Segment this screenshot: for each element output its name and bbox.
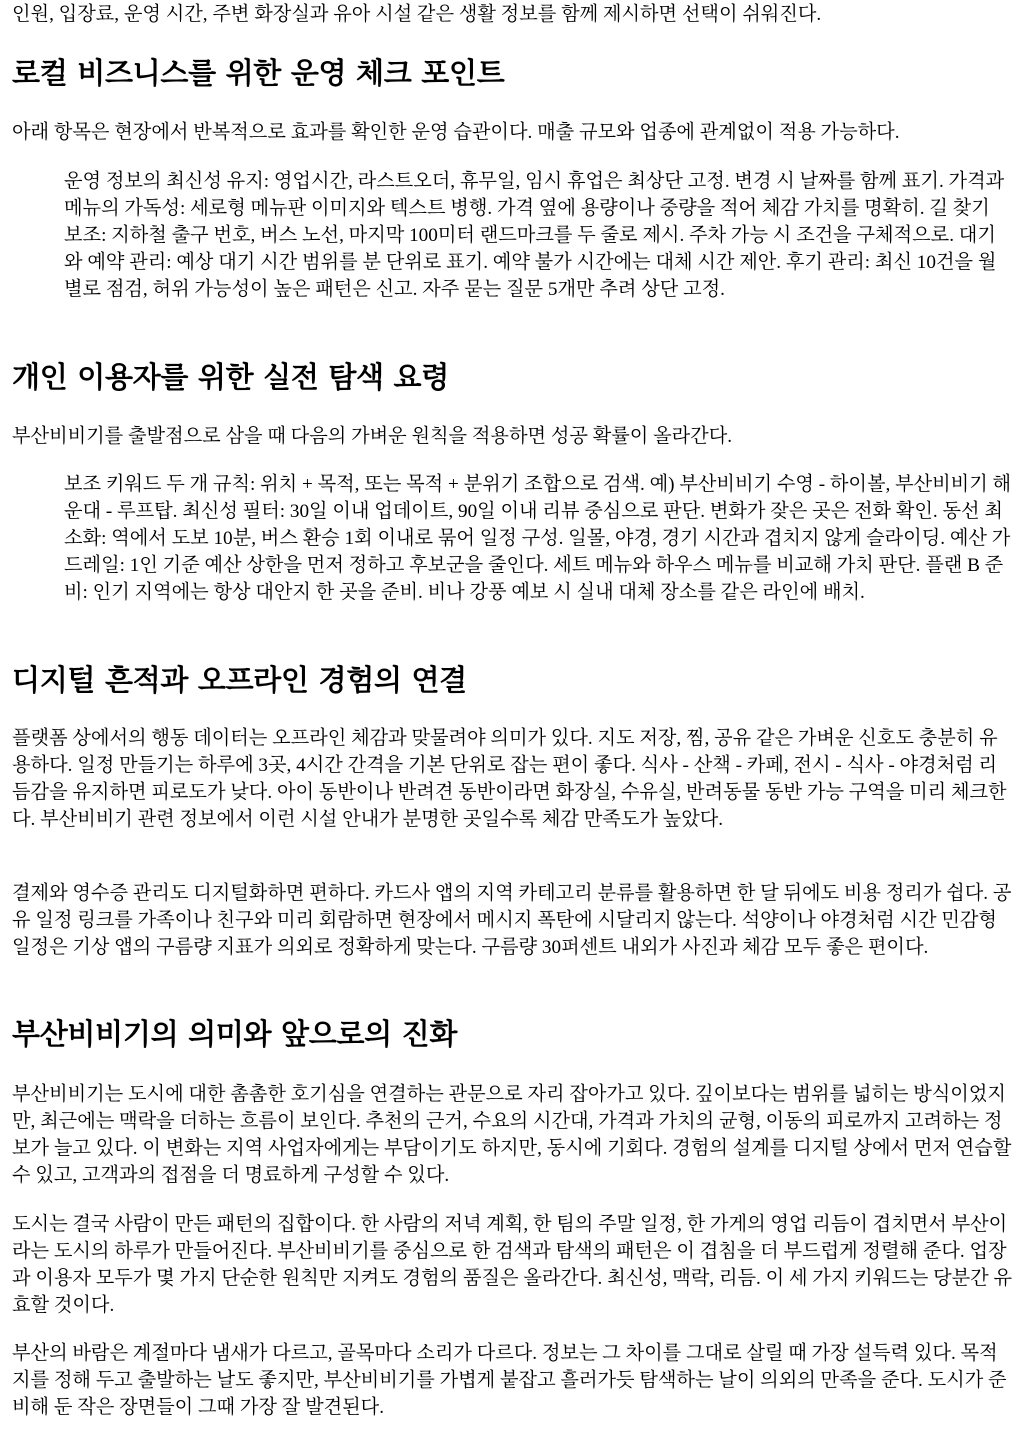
section-paragraph: 플랫폼 상에서의 행동 데이터는 오프라인 체감과 맞물려야 의미가 있다. 지도 저장, 찜, 공유 같은 가벼운 신호도 충분히 유용하다. 일정 만들기는 하루에 3곳, 4시간 간격을 기본 단위로 잡는 편이 좋다. 식사 - 산책 - 카페, 전시 - 식사 - 야경처럼 리듬감을 유지하면 피로도가 낮다. 아이 동반이나 반려견 동반이라면 화장실, 수유실, 반려동물 동반 가능 구역을 미리 체크한다. 부산비비기 관련 정보에서 이런 시설 안내가 분명한 곳일수록 체감 만족도가 높았다.: [12, 728, 1007, 830]
section-paragraph: 부산의 바람은 계절마다 냄새가 다르고, 골목마다 소리가 다르다. 정보는 그 차이를 그대로 살릴 때 가장 설득력 있다. 목적지를 정해 두고 출발하는 날도 좋지만, 부산비비기를 가볍게 붙잡고 흘러가듯 탐색하는 날이 의외의 만족을 준다. 도시가 준비해 둔 작은 장면들이 그때 가장 잘 발견된다.: [12, 1343, 1007, 1418]
checklist-quote-user-tips: 보조 키워드 두 개 규칙: 위치 + 목적, 또는 목적 + 분위기 조합으로 검색. 예) 부산비비기 수영 - 하이볼, 부산비비기 해운대 - 루프탑. 최신성 필터: 30일 이내 업데이트, 90일 이내 리뷰 중심으로 판단. 변화가 잦은 곳은 전화 확인. 동선 최소화: 역에서 도보 10분, 버스 환승 1회 이내로 묶어 일정 구성. 일몰, 야경, 경기 시간과 겹치지 않게 슬라이딩. 예산 가드레일: 1인 기준 예산 상한을 먼저 정하고 후보군을 줄인다. 세트 메뉴와 하우스 메뉴를 비교해 가치 판단. 플랜 B 준비: 인기 지역에는 항상 대안지 한 곳을 준비. 비나 강풍 예보 시 실내 대체 장소를 같은 라인에 배치.: [64, 474, 1012, 603]
section-paragraph: 결제와 영수증 관리도 디지털화하면 편하다. 카드사 앱의 지역 카테고리 분류를 활용하면 한 달 뒤에도 비용 정리가 쉽다. 공유 일정 링크를 가족이나 친구와 미리 회람하면 현장에서 메시지 폭탄에 시달리지 않는다. 석양이나 야경처럼 시간 민감형 일정은 기상 앱의 구름량 지표가 의외로 정확하게 맞는다. 구름량 30퍼센트 내외가 사진과 체감 모두 좋은 편이다.: [12, 883, 1012, 958]
section-paragraph: 부산비비기를 출발점으로 삼을 때 다음의 가벼운 원칙을 적용하면 성공 확률이 올라간다.: [12, 426, 733, 447]
section-heading-user-tips: 개인 이용자를 위한 실전 탐색 요령: [12, 360, 449, 394]
intro-paragraph-tail: 인원, 입장료, 운영 시간, 주변 화장실과 유아 시설 같은 생활 정보를 함께 제시하면 선택이 쉬워진다.: [12, 4, 822, 25]
section-heading-digital-offline: 디지털 흔적과 오프라인 경험의 연결: [12, 663, 467, 697]
section-paragraph: 도시는 결국 사람이 만든 패턴의 집합이다. 한 사람의 저녁 계획, 한 팀의 주말 일정, 한 가게의 영업 리듬이 겹치면서 부산이라는 도시의 하루가 만들어진다. 부산비비기를 중심으로 한 검색과 탐색의 패턴은 이 겹침을 더 부드럽게 정렬해 준다. 업장과 이용자 모두가 몇 가지 단순한 원칙만 지켜도 경험의 품질은 올라간다. 최신성, 맥락, 리듬. 이 세 가지 키워드는 당분간 유효할 것이다.: [12, 1214, 1013, 1316]
section-heading-operations: 로컬 비즈니스를 위한 운영 체크 포인트: [12, 56, 505, 90]
section-heading-meaning-future: 부산비비기의 의미와 앞으로의 진화: [12, 1017, 458, 1051]
section-paragraph: 부산비비기는 도시에 대한 촘촘한 호기심을 연결하는 관문으로 자리 잡아가고 있다. 깊이보다는 범위를 넓히는 방식이었지만, 최근에는 맥락을 더하는 흐름이 보인다. 추천의 근거, 수요의 시간대, 가격과 가치의 균형, 이동의 피로까지 고려하는 정보가 늘고 있다. 이 변화는 지역 사업자에게는 부담이기도 하지만, 동시에 기회다. 경험의 설계를 디지털 상에서 먼저 연습할 수 있고, 고객과의 접점을 더 명료하게 구성할 수 있다.: [12, 1084, 1012, 1186]
checklist-quote-operations: 운영 정보의 최신성 유지: 영업시간, 라스트오더, 휴무일, 임시 휴업은 최상단 고정. 변경 시 날짜를 함께 표기. 가격과 메뉴의 가독성: 세로형 메뉴판 이미지와 텍스트 병행. 가격 옆에 용량이나 중량을 적어 체감 가치를 명확히. 길 찾기 보조: 지하철 출구 번호, 버스 노선, 마지막 100미터 랜드마크를 두 줄로 제시. 주차 가능 시 조건을 구체적으로. 대기와 예약 관리: 예상 대기 시간 범위를 분 단위로 표기. 예약 불가 시간에는 대체 시간 제안. 후기 관리: 최신 10건을 월별로 점검, 허위 가능성이 높은 패턴은 신고. 자주 묻는 질문 5개만 추려 상단 고정.: [64, 171, 1005, 300]
section-paragraph: 아래 항목은 현장에서 반복적으로 효과를 확인한 운영 습관이다. 매출 규모와 업종에 관계없이 적용 가능하다.: [12, 122, 900, 143]
